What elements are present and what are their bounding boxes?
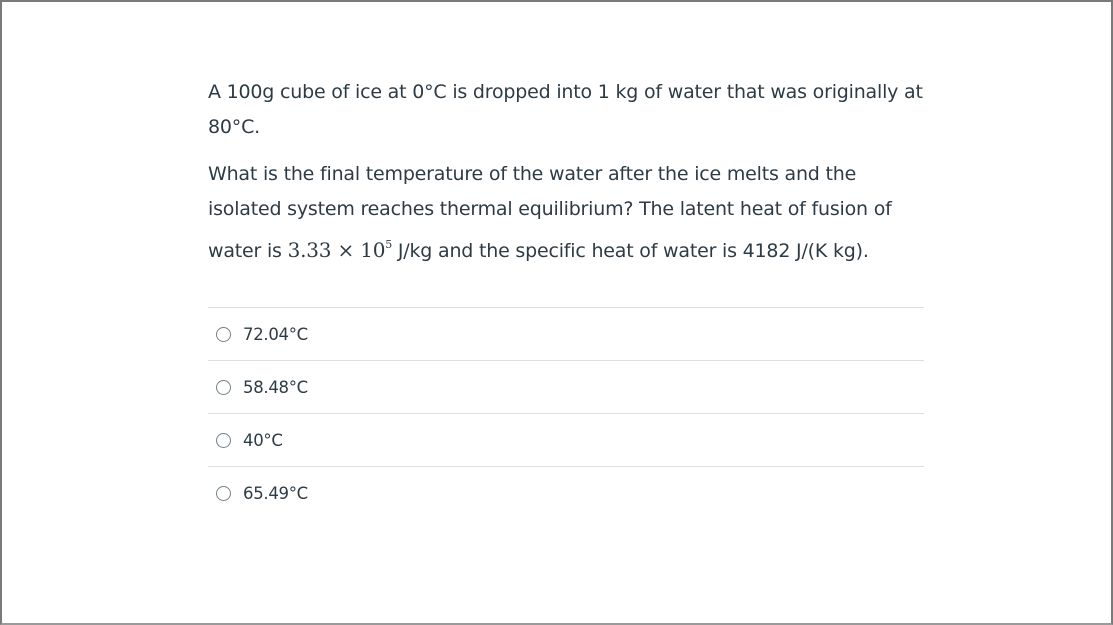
- answer-list: [208, 307, 924, 519]
- latent-heat-exponent: 5: [385, 238, 393, 251]
- radio-button-icon[interactable]: [216, 433, 231, 448]
- question-paragraph-2-text: What is the final temperature of the water after the ice melts and the isolated system reaches thermal equilibrium? The latent heat of fusion of water is: [208, 163, 892, 262]
- radio-button-icon[interactable]: [216, 380, 231, 395]
- answer-option-4[interactable]: [208, 466, 924, 519]
- question-paragraph-2-tail: J/kg and the specific heat of water is 4182 J/(K kg).: [392, 240, 869, 262]
- latent-heat-value: [288, 238, 392, 262]
- question-text: [208, 75, 928, 281]
- latent-heat-base: 3.33 × 10: [287, 238, 386, 262]
- answer-label: 72.04°C: [243, 324, 308, 344]
- answer-option-2[interactable]: [208, 360, 924, 413]
- answer-label: 58.48°C: [243, 377, 308, 397]
- answer-label: 65.49°C: [243, 483, 308, 503]
- question-paragraph-2: [208, 157, 928, 269]
- question-paragraph-1: A 100g cube of ice at 0°C is dropped into 1 kg of water that was originally at 80°C.: [208, 81, 923, 138]
- answer-label: 40°C: [243, 430, 283, 450]
- answer-option-1[interactable]: [208, 307, 924, 360]
- radio-button-icon[interactable]: [216, 327, 231, 342]
- answer-option-3[interactable]: [208, 413, 924, 466]
- radio-button-icon[interactable]: [216, 486, 231, 501]
